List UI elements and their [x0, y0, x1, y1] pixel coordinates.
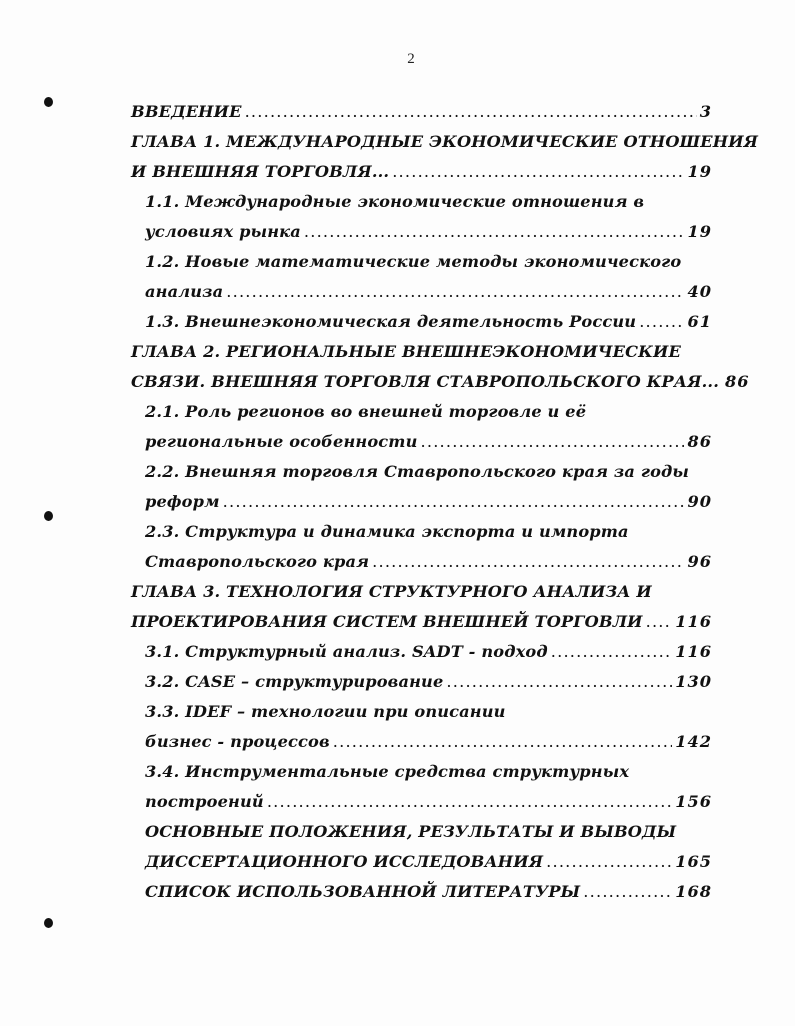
toc-page-number: 90	[687, 492, 712, 511]
dot-leader	[304, 217, 685, 247]
toc-entry-title: 1.3. Внешнеэкономическая деятельность России	[145, 312, 637, 331]
toc-page-number: 86	[724, 372, 750, 391]
toc-entry-line	[145, 727, 712, 757]
toc-entry-title: 3.3. IDEF – технологии при описании	[145, 702, 506, 721]
margin-mark-top	[44, 97, 53, 107]
toc-entry-line	[145, 277, 712, 307]
dot-leader	[226, 277, 684, 307]
toc-entry-title: 3.4. Инструментальные средства структурных	[145, 762, 630, 781]
page-number: 2	[407, 51, 415, 67]
toc-entry-line	[131, 367, 750, 397]
toc-entry-title: ГЛАВА 3. ТЕХНОЛОГИЯ СТРУКТУРНОГО АНАЛИЗА И	[131, 582, 652, 601]
dot-leader	[646, 607, 673, 637]
toc-entry-title: 1.1. Международные экономические отношения в	[145, 192, 645, 211]
toc-page-number: 165	[675, 852, 712, 871]
dot-leader	[446, 667, 672, 697]
toc-entry-line	[145, 817, 712, 847]
dot-leader	[551, 637, 672, 667]
toc-entry-title: реформ	[145, 492, 220, 511]
toc-entry-title: 1.2. Новые математические методы экономического	[145, 252, 682, 271]
toc-entry-line	[145, 517, 712, 547]
dot-leader	[267, 787, 672, 817]
toc-page-number: 61	[687, 312, 712, 331]
toc-entry-title: 2.2. Внешняя торговля Ставропольского края за годы	[145, 462, 690, 481]
toc-entry-line	[131, 97, 712, 127]
toc-entry-title: И ВНЕШНЯЯ ТОРГОВЛЯ...	[131, 162, 390, 181]
toc-entry-title: 3.2. CASE – структурирование	[145, 672, 444, 691]
toc-page-number: 19	[687, 162, 712, 181]
toc-entry-line	[145, 547, 712, 577]
dot-leader	[372, 547, 684, 577]
toc-page-number: 116	[675, 642, 712, 661]
toc-entry-title: СПИСОК ИСПОЛЬЗОВАННОЙ ЛИТЕРАТУРЫ	[145, 882, 581, 901]
margin-mark-middle	[44, 511, 53, 521]
toc-entry-line	[131, 337, 712, 367]
toc-entry-line	[145, 787, 712, 817]
toc-entry-title: бизнес - процессов	[145, 732, 330, 751]
toc-page-number: 3	[699, 102, 712, 121]
toc-page-number: 116	[675, 612, 712, 631]
toc-entry-title: ГЛАВА 2. РЕГИОНАЛЬНЫЕ ВНЕШНЕЭКОНОМИЧЕСКИЕ	[131, 342, 681, 361]
toc-entry-title: ОСНОВНЫЕ ПОЛОЖЕНИЯ, РЕЗУЛЬТАТЫ И ВЫВОДЫ	[145, 822, 677, 841]
dot-leader	[639, 307, 684, 337]
toc-entry-title: ДИССЕРТАЦИОННОГО ИССЛЕДОВАНИЯ	[145, 852, 544, 871]
toc-entry-line	[145, 847, 712, 877]
dot-leader	[421, 427, 685, 457]
dot-leader	[333, 727, 672, 757]
toc-page-number: 96	[687, 552, 712, 571]
toc-entry-title: построений	[145, 792, 264, 811]
toc-entry-line	[131, 157, 712, 187]
toc-entry-title: ПРОЕКТИРОВАНИЯ СИСТЕМ ВНЕШНЕЙ ТОРГОВЛИ	[131, 612, 643, 631]
toc-entry-line	[145, 697, 712, 727]
toc-entry-line	[145, 217, 712, 247]
toc-entry-line	[145, 397, 712, 427]
toc-entry-title: Ставропольского края	[145, 552, 370, 571]
dot-leader	[223, 487, 685, 517]
toc-entry-title: ВВЕДЕНИЕ	[131, 102, 242, 121]
toc-page-number: 86	[687, 432, 712, 451]
dot-leader	[245, 97, 697, 127]
toc-entry-line	[145, 487, 712, 517]
toc-entry-line	[145, 187, 712, 217]
toc-entry-line	[145, 247, 712, 277]
toc-entry-line	[145, 757, 712, 787]
toc-entry-title: 2.1. Роль регионов во внешней торговле и её	[145, 402, 587, 421]
toc-entry-line	[131, 607, 712, 637]
toc-entry-title: анализа	[145, 282, 224, 301]
toc-entry-title: 3.1. Структурный анализ. SADT - подход	[145, 642, 548, 661]
toc-page-number: 156	[675, 792, 712, 811]
table-of-contents	[131, 97, 759, 907]
toc-entry-line	[131, 127, 759, 157]
toc-page-number: 142	[675, 732, 712, 751]
toc-entry-title: 2.3. Структура и динамика экспорта и импорта	[145, 522, 629, 541]
toc-entry-line	[145, 637, 712, 667]
toc-entry-line	[145, 457, 712, 487]
dot-leader	[583, 877, 672, 907]
toc-entry-line	[145, 667, 712, 697]
toc-page-number: 40	[687, 282, 712, 301]
toc-entry-title: региональные особенности	[145, 432, 418, 451]
toc-entry-line	[145, 427, 712, 457]
toc-page-number: 130	[675, 672, 712, 691]
toc-entry-line	[131, 577, 712, 607]
toc-entry-line	[145, 877, 712, 907]
dot-leader	[546, 847, 672, 877]
toc-entry-title: условиях рынка	[145, 222, 301, 241]
toc-page-number: 19	[687, 222, 712, 241]
margin-mark-bottom	[44, 918, 53, 928]
toc-entry-line	[145, 307, 712, 337]
toc-entry-title: ГЛАВА 1. МЕЖДУНАРОДНЫЕ ЭКОНОМИЧЕСКИЕ ОТНОШЕНИЯ	[131, 132, 759, 151]
toc-page-number: 168	[675, 882, 712, 901]
dot-leader	[392, 157, 684, 187]
toc-entry-title: СВЯЗИ. ВНЕШНЯЯ ТОРГОВЛЯ СТАВРОПОЛЬСКОГО КРАЯ...	[131, 372, 719, 391]
